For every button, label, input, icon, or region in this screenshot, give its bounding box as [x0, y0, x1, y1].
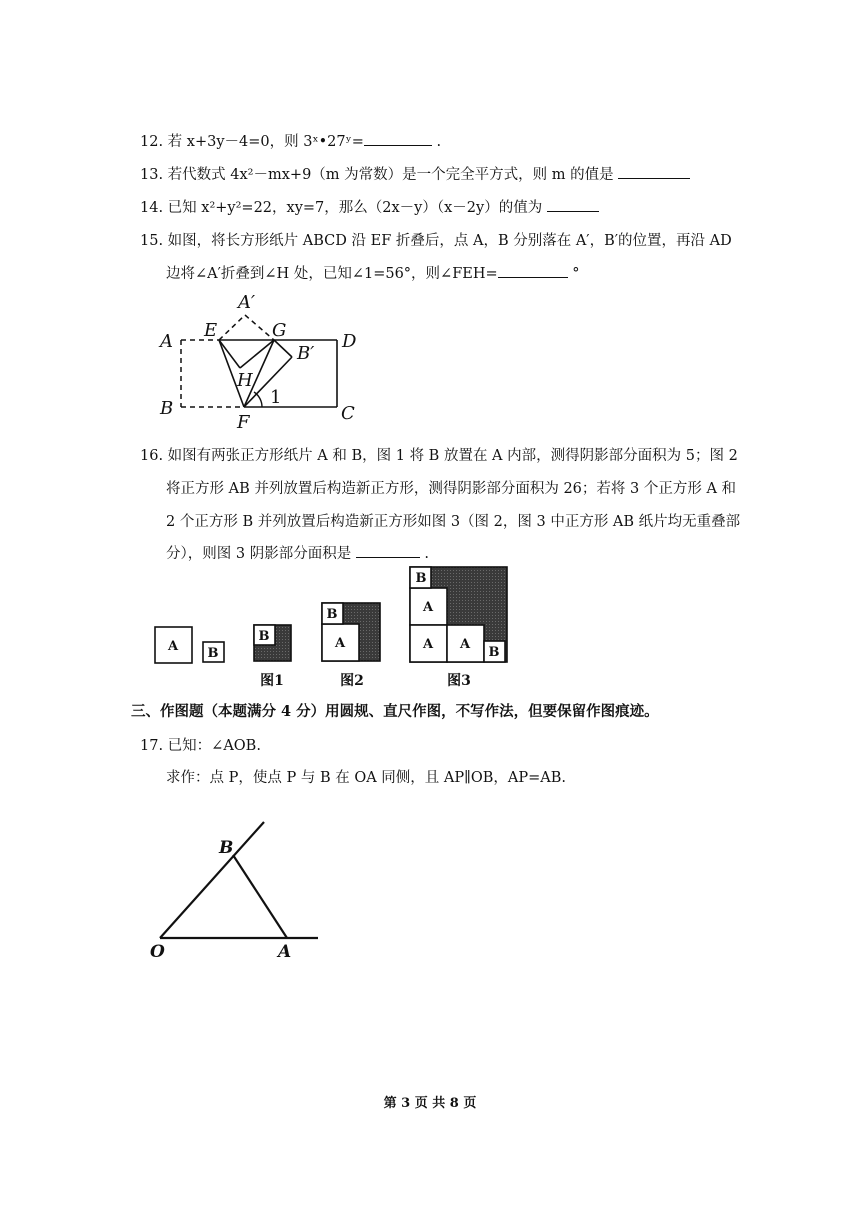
label-C: C — [341, 403, 355, 424]
question-number: 16. — [140, 448, 164, 464]
label-B-prime: B′ — [297, 343, 315, 364]
caption-figure-1: 图1 — [260, 673, 284, 689]
label-A: A — [278, 942, 292, 962]
page-number: 第 3 页 共 8 页 — [383, 1096, 477, 1111]
question-text: 分），则图 3 阴影部分面积是 — [166, 546, 352, 562]
label-fig3-A3: A — [459, 637, 471, 652]
question-text: 若 x+3y－4=0，则 3ˣ•27ʸ= — [167, 134, 364, 150]
question-text: 2 个正方形 B 并列放置后构造新正方形如图 3（图 2，图 3 中正方形 AB 纸片均无重叠部 — [166, 514, 741, 530]
label-A: A — [160, 331, 173, 352]
label-H: H — [237, 370, 253, 391]
question-17-task: 求作：点 P，使点 P 与 B 在 OA 同侧，且 AP∥OB，AP=AB. — [166, 770, 566, 786]
label-O: O — [150, 942, 165, 962]
caption-figure-3: 图3 — [447, 673, 471, 689]
label-B: B — [219, 838, 234, 858]
question-number: 12. — [140, 134, 164, 150]
label-E: E — [204, 320, 218, 341]
section-3-heading: 三、作图题（本题满分 4 分）用圆规、直尺作图，不写作法，但要保留作图痕迹。 — [131, 703, 659, 720]
question-text-end: . — [436, 134, 442, 150]
question-text: 如图有两张正方形纸片 A 和 B，图 1 将 B 放置在 A 内部，测得阴影部分面积为 5；图 2 — [167, 448, 738, 464]
question-text: 边将∠A′折叠到∠H 处，已知∠1=56°，则∠FEH= — [166, 266, 498, 282]
question-text-end: . — [424, 546, 430, 562]
question-number: 15. — [140, 233, 164, 249]
label-fig3-B1: B — [415, 571, 427, 586]
question-number: 13. — [140, 167, 164, 183]
label-fig2-B: B — [326, 607, 338, 622]
label-B: B — [160, 398, 174, 419]
label-square-B-alone: B — [207, 646, 219, 661]
label-fig3-A1: A — [422, 600, 434, 615]
question-text: 若代数式 4x²－mx+9（m 为常数）是一个完全平方式，则 m 的值是 — [167, 167, 614, 183]
question-text: 将正方形 AB 并列放置后构造新正方形，测得阴影部分面积为 26；若将 3 个正方形 A 和 — [166, 481, 737, 497]
question-number: 14. — [140, 200, 164, 216]
label-fig3-A2: A — [422, 637, 434, 652]
label-square-A-alone: A — [167, 639, 179, 654]
question-text: 如图，将长方形纸片 ABCD 沿 EF 折叠后，点 A，B 分别落在 A′，B′的位置，再沿 AD — [167, 233, 732, 249]
label-F: F — [237, 412, 250, 433]
question-text: 已知 x²+y²=22，xy=7，那么（2x－y）（x－2y）的值为 — [167, 200, 543, 216]
label-fig2-A: A — [334, 636, 346, 651]
label-fig3-B2: B — [488, 645, 500, 660]
segment-AB — [233, 855, 287, 938]
label-A-prime: A′ — [238, 292, 256, 313]
question-text-end: ° — [572, 266, 580, 282]
question-text: 已知：∠AOB. — [167, 738, 261, 754]
label-D: D — [342, 331, 357, 352]
question-number: 17. — [140, 738, 164, 754]
label-1: 1 — [270, 387, 282, 408]
caption-figure-2: 图2 — [340, 673, 364, 689]
label-G: G — [272, 320, 287, 341]
label-fig1-B: B — [258, 629, 270, 644]
